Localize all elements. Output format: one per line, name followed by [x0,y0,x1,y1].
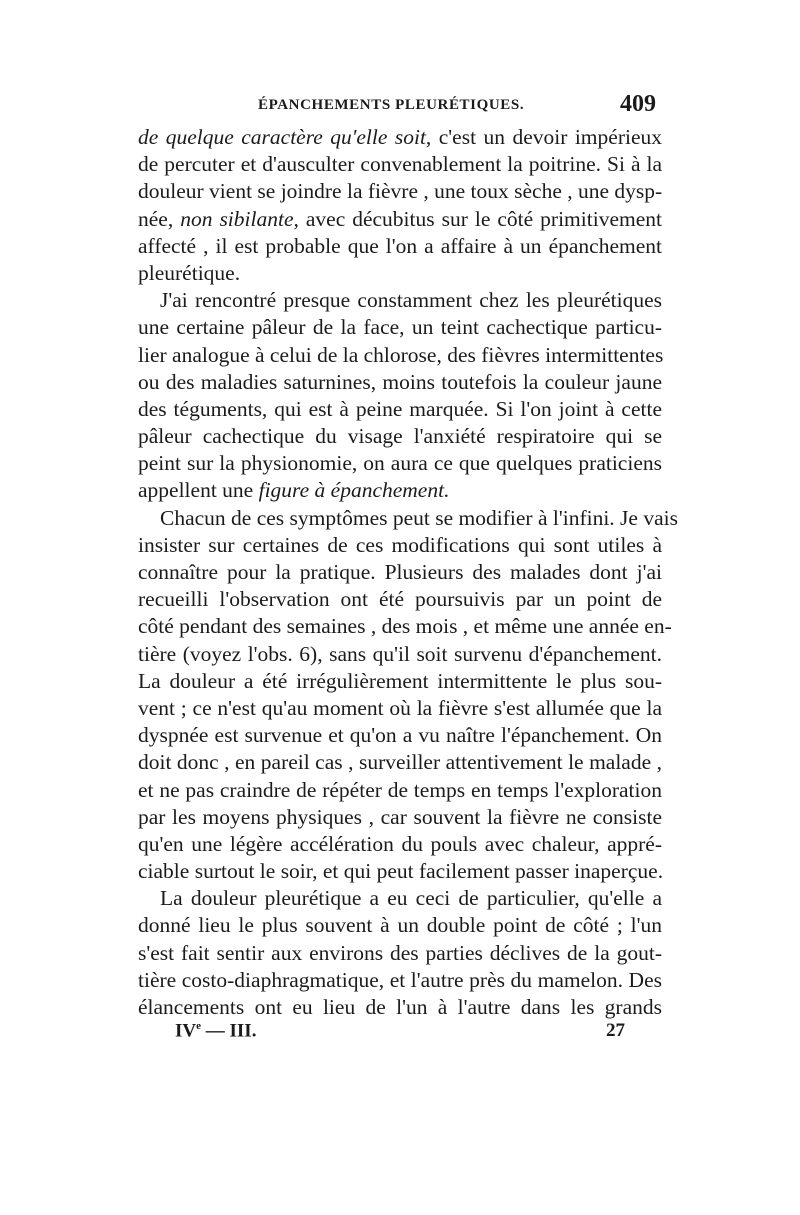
text-line [138,940,662,967]
text-line [138,505,678,532]
text-line [138,695,662,722]
text-line [138,124,662,151]
text-segment: et ne pas craindre de répéter de temps en temps l'exploration [138,777,662,802]
text-segment: J'ai rencontré presque constamment chez les pleurétiques [160,288,662,313]
text-line [138,777,662,804]
text-segment: pâleur cachectique du visage l'anxiété respiratoire qui se [138,424,662,449]
text-line [138,804,662,831]
text-line [138,233,662,260]
text-segment: Chacun de ces symptômes peut se modifier à l'infini. Je vais [160,505,678,530]
sheet-number: 27 [606,1020,625,1041]
signature-mark [175,1020,256,1042]
text-segment: affecté , il est probable que l'on a affaire à un épanchement [138,233,662,258]
text-line [138,314,662,341]
text-segment: lier analogue à celui de la chlorose, des fièvres intermittentes [138,342,664,367]
text-line [138,994,662,1021]
text-segment: par les moyens physiques , car souvent la fièvre ne consiste [138,804,662,829]
text-segment: s'est fait sentir aux environs des parties déclives de la gout- [138,940,662,965]
text-segment: née, [138,206,181,231]
text-line [138,423,662,450]
text-segment: ciable surtout le soir, et qui peut facilement passer inaperçue. [138,859,664,884]
italic-text-segment: figure à épanchement. [258,478,450,503]
text-line [138,287,662,314]
running-head [140,93,660,121]
text-line [138,396,662,423]
text-segment: tière costo-diaphragmatique, et l'autre près du mamelon. Des [138,967,662,992]
text-segment: qu'en une légère accélération du pouls avec chaleur, appré- [138,831,662,856]
page-footer [175,1020,625,1046]
signature-rest: — III. [201,1020,257,1042]
text-line [138,342,662,369]
italic-text-segment: de quelque caractère qu'elle soit, [138,125,432,149]
text-segment: recueilli l'observation ont été poursuivis par un point de [138,587,662,612]
text-line [138,641,662,668]
text-segment: tière (voyez l'obs. 6), sans qu'il soit survenu d'épanchement. [138,641,662,666]
running-title: ÉPANCHEMENTS PLEURÉTIQUES. [258,97,525,113]
text-segment: une certaine pâleur de la face, un teint cachectique particu- [138,315,662,340]
page-number: 409 [620,91,656,117]
text-line [138,858,662,885]
text-segment: élancements ont eu lieu de l'un à l'autre dans les grands [138,995,662,1019]
text-line [138,613,672,640]
text-segment: La douleur pleurétique a eu ceci de particulier, qu'elle a [160,886,662,911]
text-segment: insister sur certaines de ces modifications qui sont utiles à [138,532,662,557]
text-line [138,586,662,613]
text-line [138,178,662,205]
text-line [138,477,662,504]
text-segment: avec décubitus sur le côté primitivement [298,206,662,231]
text-line [138,912,662,939]
text-segment: des téguments, qui est à peine marquée. Si l'on joint à cette [138,396,662,421]
text-line [138,151,662,178]
text-segment: appellent une [138,478,259,503]
text-segment: dyspnée est survenue et qu'on a vu naître l'épanchement. On [138,723,662,748]
text-segment: douleur vient se joindre la fièvre , une toux sèche , une dysp- [138,179,663,204]
text-segment: connaître pour la pratique. Plusieurs des malades dont j'ai [138,560,662,584]
text-segment: vent ; ce n'est qu'au moment où la fièvre s'est allumée que la [138,695,662,720]
signature-base: IV [175,1020,197,1042]
text-segment: La douleur a été irrégulièrement intermittente le plus sou- [138,668,662,693]
text-line [138,668,662,695]
text-segment: c'est un devoir impérieux [431,125,662,149]
text-line [138,749,662,776]
text-segment: pleurétique. [138,260,241,285]
text-line [138,369,662,396]
text-segment: donné lieu le plus souvent à un double point de côté ; l'un [138,913,662,938]
text-segment: côté pendant des semaines , des mois , et même une année en- [138,614,672,639]
italic-text-segment: non sibilante, [180,206,299,231]
text-line [138,885,662,912]
text-line [138,206,662,233]
text-segment: peint sur la physionomie, on aura ce que quelques praticiens [138,451,662,476]
text-segment: de percuter et d'ausculter convenablement la poitrine. Si à la [138,152,662,177]
text-line [138,831,662,858]
text-line [138,450,662,477]
signature-superscript: e [196,1020,202,1032]
text-line [138,559,662,586]
text-segment: ou des maladies saturnines, moins toutefois la couleur jaune [138,369,662,394]
text-segment: doit donc , en pareil cas , surveiller attentivement le malade , [138,750,662,775]
text-line [138,967,662,994]
text-line [138,260,662,287]
body-text [138,124,678,1021]
text-line [138,532,662,559]
text-line [138,722,662,749]
